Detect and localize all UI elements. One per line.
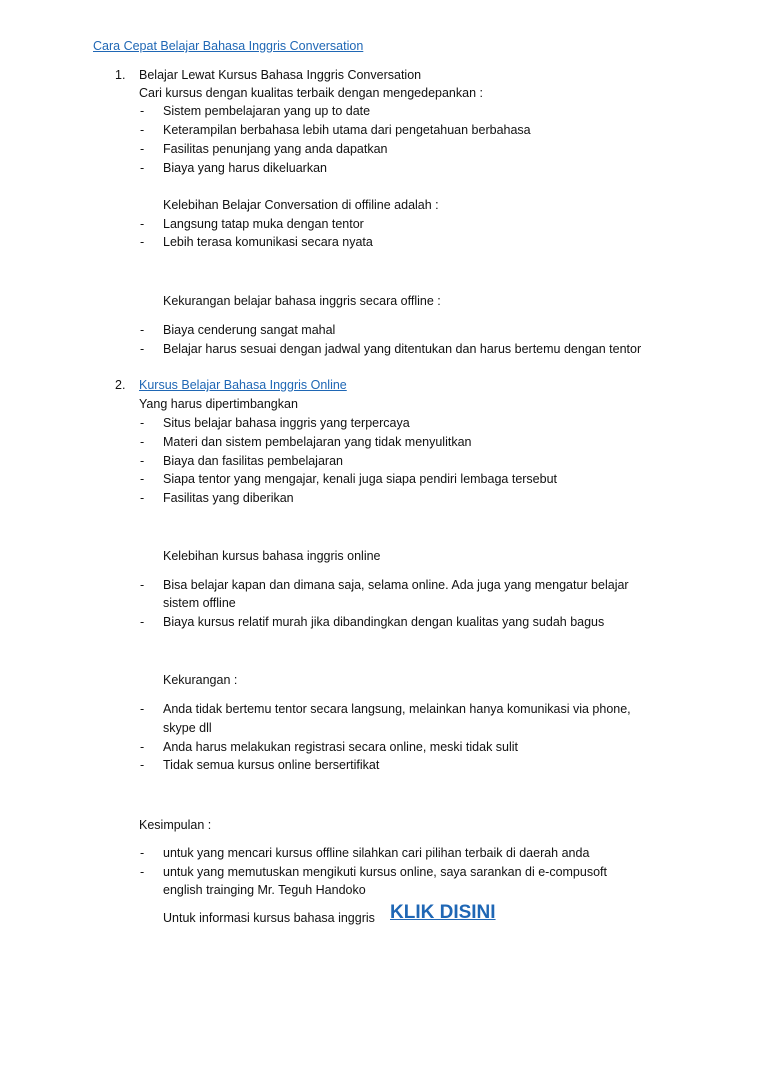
bullet-dash: - [140, 758, 145, 772]
info-text: Untuk informasi kursus bahasa inggris [163, 911, 375, 925]
list-item: Fasilitas yang diberikan [163, 491, 294, 505]
bullet-dash: - [140, 104, 145, 118]
conclusion-label: Kesimpulan : [139, 818, 212, 832]
bullet-dash: - [140, 472, 145, 486]
bullet-dash: - [140, 217, 145, 231]
section-2-disadvantages-label: Kekurangan : [163, 673, 238, 687]
bullet-dash: - [140, 740, 145, 754]
list-item: Keterampilan berbahasa lebih utama dari pengetahuan berbahasa [163, 123, 531, 137]
klik-disini-link[interactable]: KLIK DISINI [390, 902, 496, 923]
bullet-dash: - [140, 161, 145, 175]
bullet-dash: - [140, 454, 145, 468]
section-1-heading: Belajar Lewat Kursus Bahasa Inggris Conversation [139, 68, 422, 82]
list-item-continuation: skype dll [163, 721, 212, 735]
bullet-dash: - [140, 142, 145, 156]
bullet-dash: - [140, 416, 145, 430]
section-2-advantages-label: Kelebihan kursus bahasa inggris online [163, 549, 381, 563]
bullet-dash: - [140, 491, 145, 505]
bullet-dash: - [140, 342, 145, 356]
section-2-heading-link[interactable]: Kursus Belajar Bahasa Inggris Online [139, 378, 347, 392]
list-item: Lebih terasa komunikasi secara nyata [163, 235, 373, 249]
list-item: Biaya dan fasilitas pembelajaran [163, 454, 343, 468]
list-item: Siapa tentor yang mengajar, kenali juga siapa pendiri lembaga tersebut [163, 472, 558, 486]
list-item: Situs belajar bahasa inggris yang terpercaya [163, 416, 410, 430]
bullet-dash: - [140, 865, 145, 879]
bullet-dash: - [140, 123, 145, 137]
list-item-continuation: english trainging Mr. Teguh Handoko [163, 883, 366, 897]
list-item: Biaya cenderung sangat mahal [163, 323, 336, 337]
bullet-dash: - [140, 615, 145, 629]
bullet-dash: - [140, 846, 145, 860]
list-item: Bisa belajar kapan dan dimana saja, selama online. Ada juga yang mengatur belajar [163, 578, 629, 592]
list-item: Belajar harus sesuai dengan jadwal yang ditentukan dan harus bertemu dengan tentor [163, 342, 642, 356]
section-1-disadvantages-label: Kekurangan belajar bahasa inggris secara offline : [163, 294, 441, 308]
list-item: Biaya kursus relatif murah jika dibandingkan dengan kualitas yang sudah bagus [163, 615, 605, 629]
list-item: Materi dan sistem pembelajaran yang tidak menyulitkan [163, 435, 472, 449]
list-item: untuk yang memutuskan mengikuti kursus online, saya sarankan di e-compusoft [163, 865, 607, 879]
bullet-dash: - [140, 235, 145, 249]
list-item: Sistem pembelajaran yang up to date [163, 104, 371, 118]
section-2-intro: Yang harus dipertimbangkan [139, 397, 298, 411]
bullet-dash: - [140, 435, 145, 449]
bullet-dash: - [140, 323, 145, 337]
list-item: untuk yang mencari kursus offline silahkan cari pilihan terbaik di daerah anda [163, 846, 590, 860]
section-2-number: 2. [115, 378, 126, 392]
bullet-dash: - [140, 578, 145, 592]
bullet-dash: - [140, 702, 145, 716]
list-item: Anda tidak bertemu tentor secara langsung, melainkan hanya komunikasi via phone, [163, 702, 631, 716]
list-item: Tidak semua kursus online bersertifikat [163, 758, 380, 772]
document-title-link[interactable]: Cara Cepat Belajar Bahasa Inggris Conversation [93, 39, 364, 53]
list-item: Biaya yang harus dikeluarkan [163, 161, 327, 175]
section-1-intro: Cari kursus dengan kualitas terbaik dengan mengedepankan : [139, 86, 483, 100]
section-1-advantages-label: Kelebihan Belajar Conversation di offiline adalah : [163, 198, 439, 212]
list-item: Langsung tatap muka dengan tentor [163, 217, 364, 231]
list-item-continuation: sistem offline [163, 596, 236, 610]
section-1-number: 1. [115, 68, 126, 82]
list-item: Anda harus melakukan registrasi secara online, meski tidak sulit [163, 740, 519, 754]
list-item: Fasilitas penunjang yang anda dapatkan [163, 142, 388, 156]
